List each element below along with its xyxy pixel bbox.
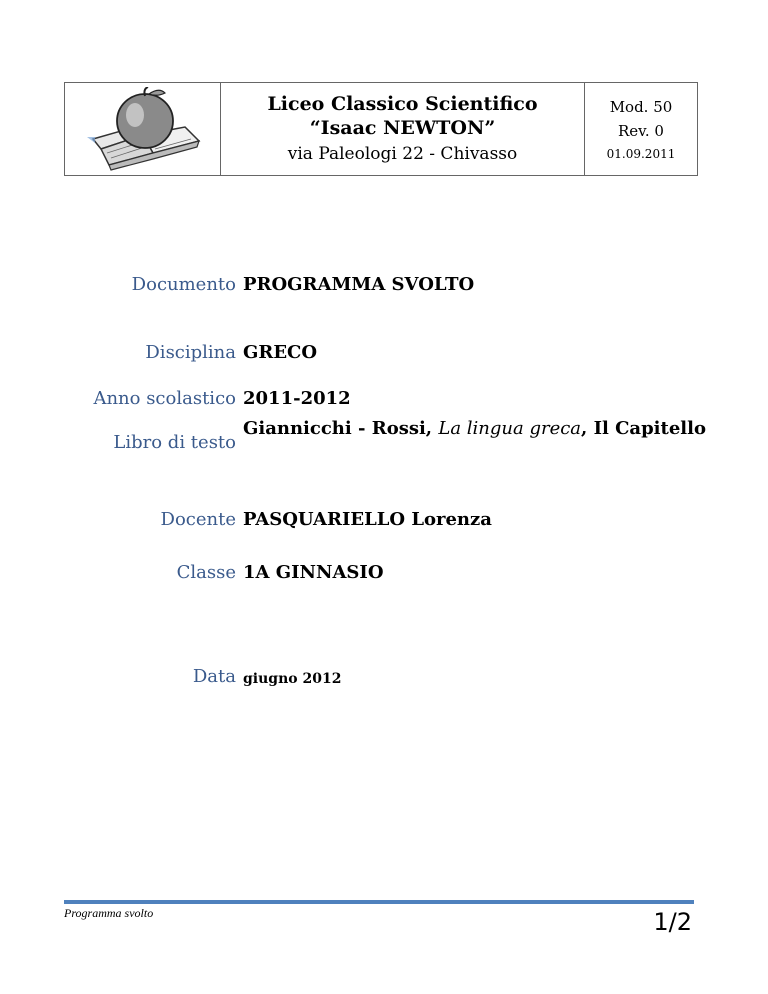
data-label: Data [192, 666, 236, 687]
classe-label: Classe [176, 562, 236, 583]
school-subtitle: “Isaac NEWTON” [309, 117, 496, 139]
libro-publisher: , Il Capitello [581, 418, 706, 439]
libro-authors: Giannicchi - Rossi, [243, 418, 433, 439]
data-value: giugno 2012 [243, 671, 342, 687]
revision-date: 01.09.2011 [606, 146, 676, 161]
anno-label: Anno scolastico [93, 388, 236, 409]
documento-label: Documento [131, 274, 236, 295]
docente-value: PASQUARIELLO Lorenza [243, 509, 492, 530]
libro-title: La lingua greca [438, 418, 582, 439]
anno-value: 2011-2012 [243, 388, 351, 409]
disciplina-label: Disciplina [145, 342, 236, 363]
rev-number: Rev. 0 [618, 122, 664, 140]
mod-number: Mod. 50 [609, 97, 673, 116]
disciplina-value: GRECO [243, 342, 318, 363]
school-name: Liceo Classico Scientifico [267, 93, 538, 115]
field-disciplina [0, 340, 768, 370]
apple-on-book-icon [73, 87, 213, 173]
logo-cell [65, 83, 221, 175]
libro-value [243, 416, 706, 442]
field-classe [0, 560, 768, 590]
school-address: via Paleologi 22 - Chivasso [287, 144, 518, 164]
field-libro [0, 416, 768, 453]
school-title-cell [221, 83, 585, 175]
field-documento [0, 272, 768, 302]
footer-doc-name: Programma svolto [64, 906, 154, 920]
classe-value: 1A GINNASIO [243, 562, 384, 583]
documento-value: PROGRAMMA SVOLTO [243, 274, 475, 295]
field-docente [0, 507, 768, 537]
revision-cell [585, 83, 697, 175]
header-table [64, 82, 698, 176]
page-number: 1/2 [653, 908, 692, 936]
footer-divider [64, 900, 694, 904]
libro-label: Libro di testo [113, 432, 236, 453]
docente-label: Docente [160, 509, 236, 530]
field-anno [0, 386, 768, 416]
field-data [0, 664, 768, 694]
